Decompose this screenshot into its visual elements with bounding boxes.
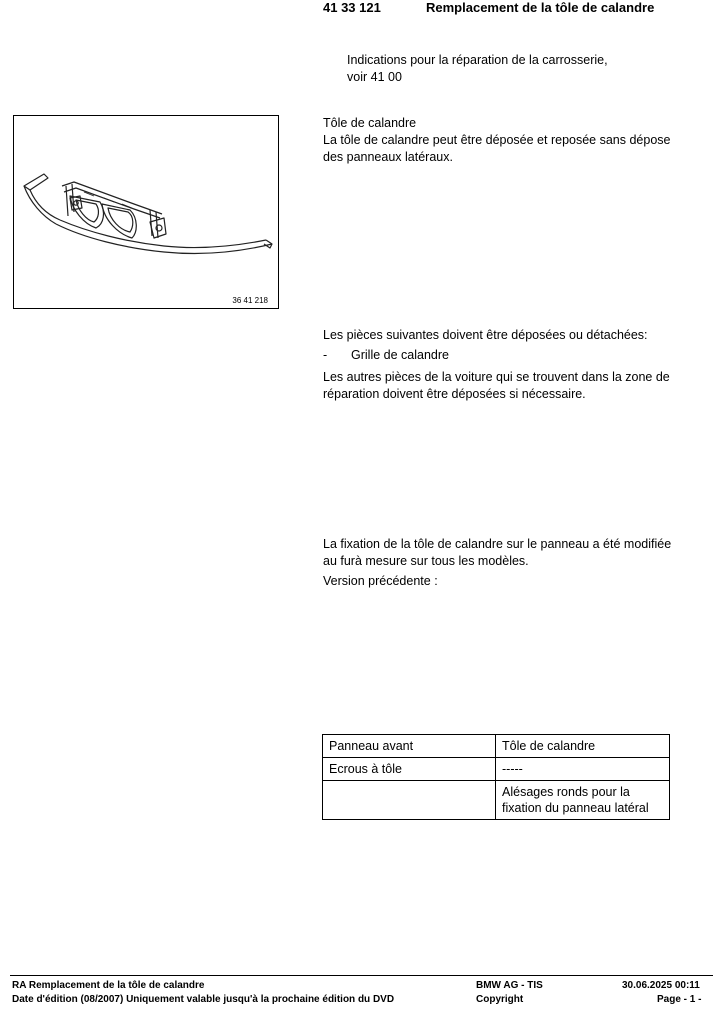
previous-version-label: Version précédente : [323, 574, 438, 588]
footer-page-number: Page - 1 - [657, 994, 702, 1005]
footer-doc-ref: RA Remplacement de la tôle de calandre [12, 980, 205, 991]
section2-paragraph [323, 369, 670, 403]
bullet-marker: - [323, 348, 328, 362]
table-row [323, 781, 670, 820]
table-cell: Panneau avant [323, 735, 496, 758]
footer-datetime: 30.06.2025 00:11 [622, 980, 700, 991]
doc-title: Remplacement de la tôle de calandre [426, 0, 655, 15]
list-item-grille: Grille de calandre [351, 348, 449, 362]
section3-paragraph [323, 536, 671, 570]
table-cell: Ecrous à tôle [323, 758, 496, 781]
grille-panel-drawing [14, 116, 278, 308]
table-cell: Tôle de calandre [496, 735, 670, 758]
section1-line-2: des panneaux latéraux. [323, 150, 453, 164]
grille-panel-figure [13, 115, 279, 309]
section2-intro: Les pièces suivantes doivent être déposées ou détachées: [323, 328, 648, 342]
section2-para-line-1: Les autres pièces de la voiture qui se trouvent dans la zone de [323, 370, 670, 384]
section-heading: Tôle de calandre [323, 116, 417, 130]
footer-publisher: BMW AG - TIS [476, 980, 543, 991]
footer-edition: Date d'édition (08/2007) Uniquement valable jusqu'à la prochaine édition du DVD [12, 994, 395, 1005]
section3-line-1: La fixation de la tôle de calandre sur le panneau a été modifiée [323, 537, 672, 551]
doc-number: 41 33 121 [323, 0, 381, 15]
intro-text [347, 52, 608, 86]
intro-line-2: voir 41 00 [347, 70, 402, 84]
table-cell [323, 781, 496, 820]
table-row [323, 735, 670, 758]
section2-para-line-2: réparation doivent être déposées si nécessaire. [323, 387, 586, 401]
figure-label: 36 41 218 [232, 296, 268, 305]
section1-line-1: La tôle de calandre peut être déposée et reposée sans dépose [323, 133, 671, 147]
section-tole-de-calandre [323, 115, 670, 166]
table-cell: Alésages ronds pour la fixation du panneau latéral [496, 781, 670, 820]
table-row [323, 758, 670, 781]
intro-line-1: Indications pour la réparation de la carrosserie, [347, 53, 608, 67]
table-cell: ----- [496, 758, 670, 781]
section3-line-2: au furà mesure sur tous les modèles. [323, 554, 529, 568]
footer-copyright: Copyright [476, 994, 524, 1005]
footer-divider [10, 975, 713, 976]
reference-table [322, 734, 670, 820]
